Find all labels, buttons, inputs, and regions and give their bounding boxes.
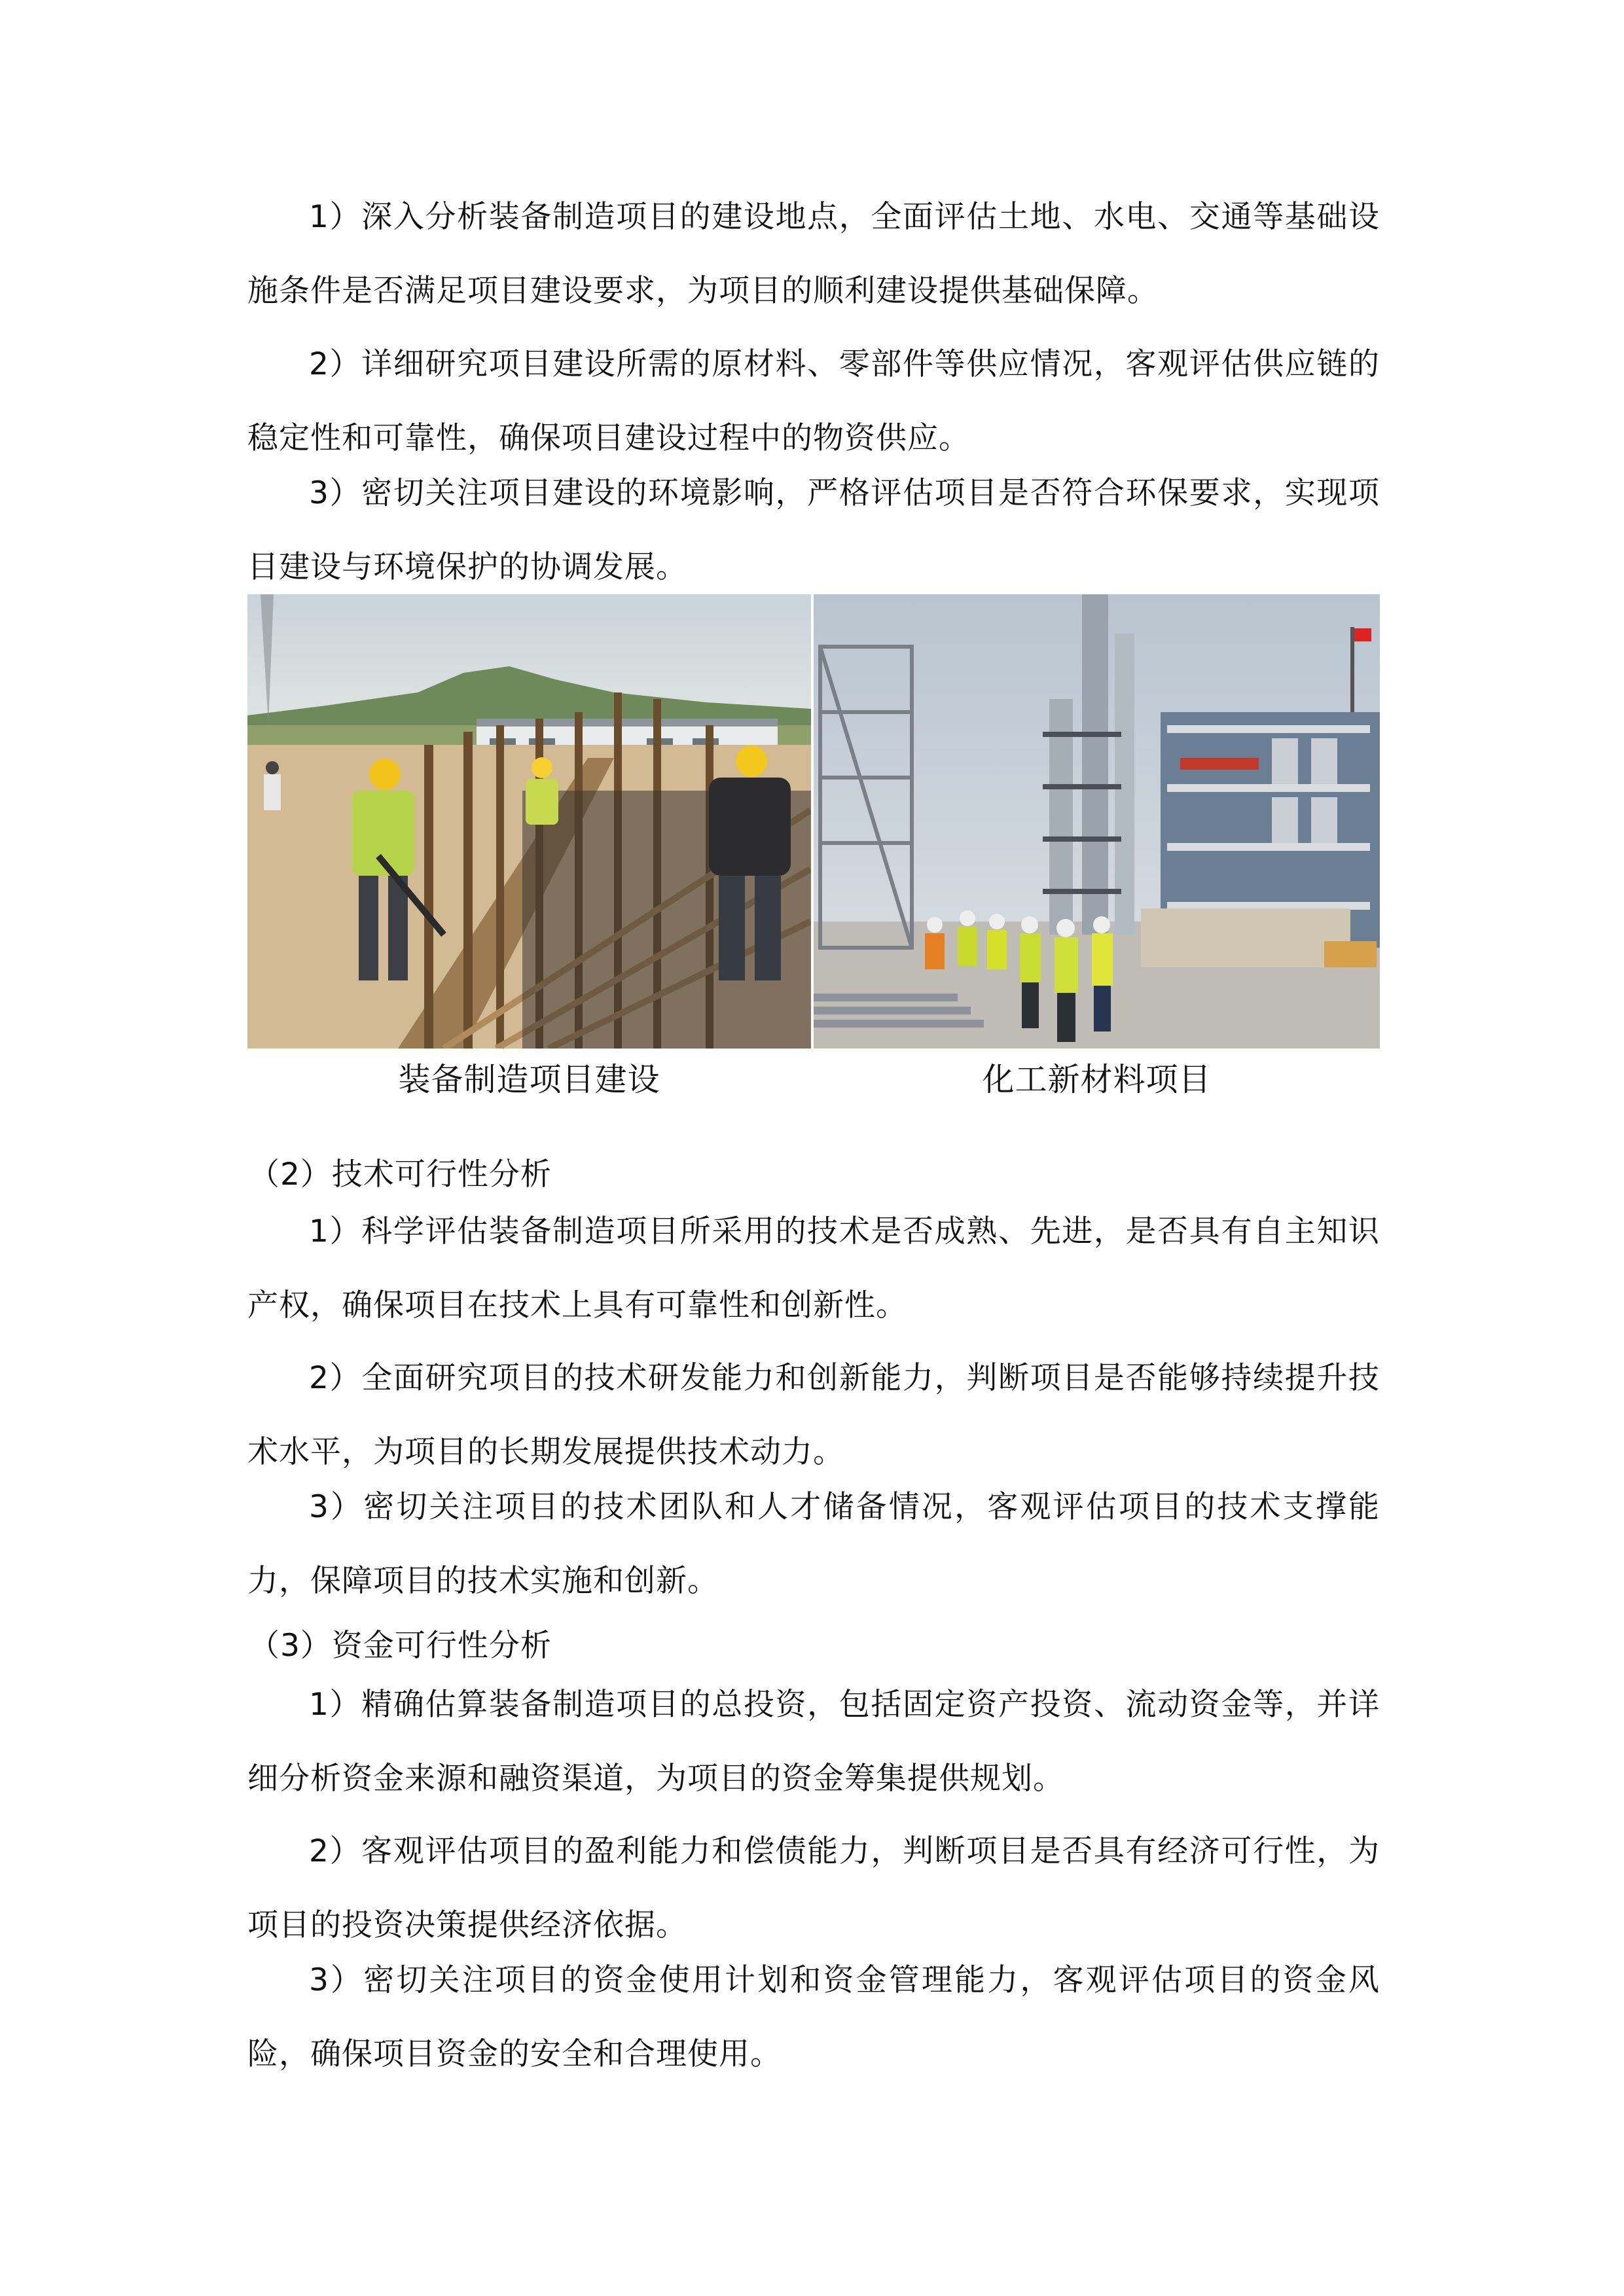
paragraph-s2-2: 2）全面研究项目的技术研发能力和创新能力，判断项目是否能够持续提升技术水平，为项目的长期发展提供技术动力。	[247, 1360, 1380, 1470]
construction-photo	[247, 594, 811, 1049]
figure-caption-left: 装备制造项目建设	[398, 1061, 660, 1098]
paragraph-s3-3: 3）密切关注项目的资金使用计划和资金管理能力，客观评估项目的资金风险，确保项目资金的安全和合理使用。	[247, 1962, 1380, 2072]
figure-caption-right: 化工新材料项目	[982, 1061, 1212, 1098]
section-heading-technical: （2）技术可行性分析	[249, 1157, 552, 1193]
paragraph-s2-3: 3）密切关注项目的技术团队和人才储备情况，客观评估项目的技术支撑能力，保障项目的技术实施和创新。	[247, 1489, 1380, 1599]
chemical-plant-photo	[814, 594, 1380, 1049]
paragraph-s3-2: 2）客观评估项目的盈利能力和偿债能力，判断项目是否具有经济可行性，为项目的投资决策提供经济依据。	[247, 1833, 1380, 1943]
paragraph-s1-2: 2）详细研究项目建设所需的原材料、零部件等供应情况，客观评估供应链的稳定性和可靠性，确保项目建设过程中的物资供应。	[247, 346, 1380, 456]
paragraph-s3-1: 1）精确估算装备制造项目的总投资，包括固定资产投资、流动资金等，并详细分析资金来源和融资渠道，为项目的资金筹集提供规划。	[247, 1687, 1380, 1797]
paragraph-s1-3: 3）密切关注项目建设的环境影响，严格评估项目是否符合环保要求，实现项目建设与环境保护的协调发展。	[247, 475, 1380, 585]
paragraph-s2-1: 1）科学评估装备制造项目所采用的技术是否成熟、先进，是否具有自主知识产权，确保项目在技术上具有可靠性和创新性。	[247, 1213, 1380, 1323]
section-heading-financial: （3）资金可行性分析	[249, 1628, 552, 1664]
paragraph-s1-1: 1）深入分析装备制造项目的建设地点，全面评估土地、水电、交通等基础设施条件是否满足项目建设要求，为项目的顺利建设提供基础保障。	[247, 199, 1380, 309]
